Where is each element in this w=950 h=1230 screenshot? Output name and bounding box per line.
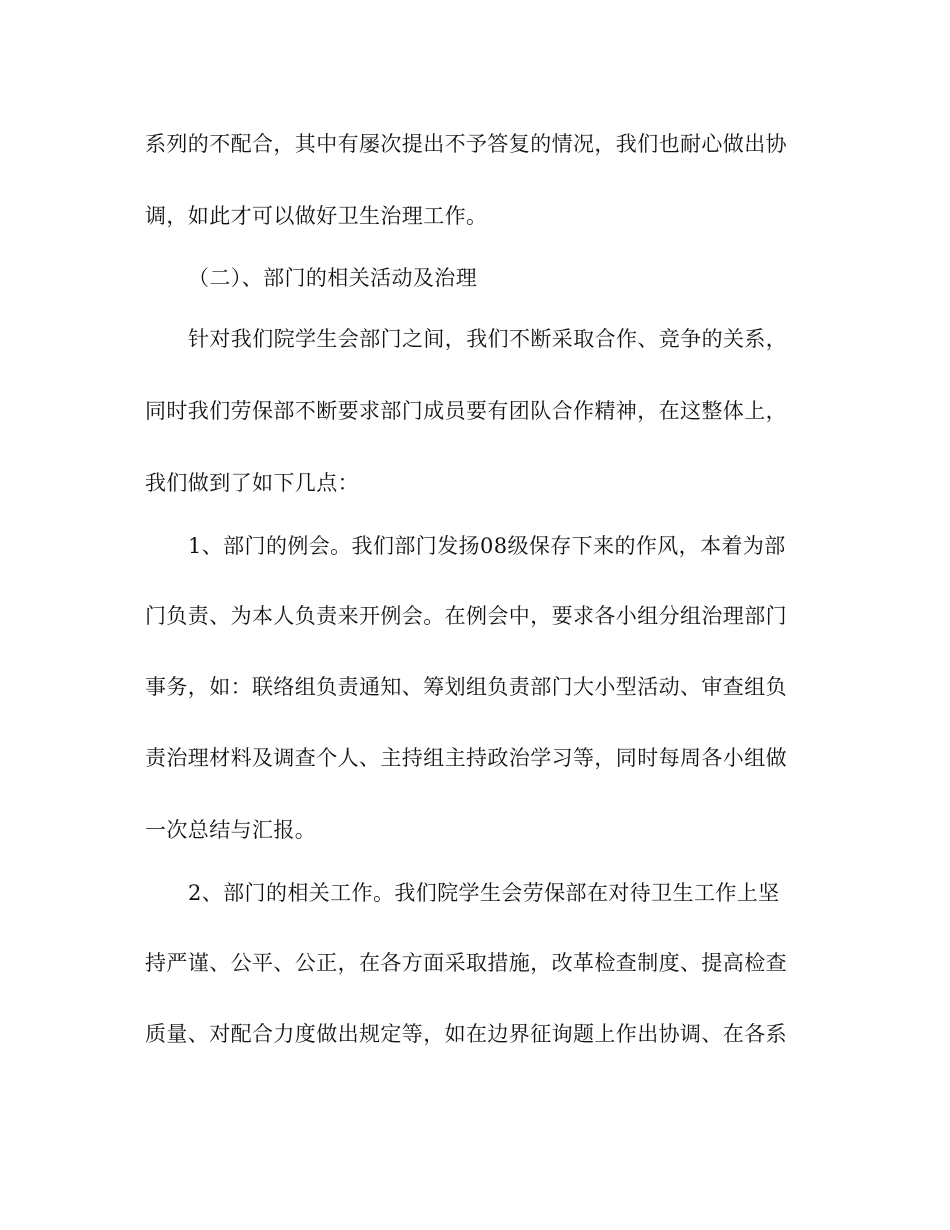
paragraph-line: 针对我们院学生会部门之间，我们不断采取合作、竞争的关系， <box>188 327 788 351</box>
paragraph-line: 1、部门的例会。我们部门发扬08级保存下来的作风，本着为部 <box>188 534 786 558</box>
paragraph-line: 同时我们劳保部不断要求部门成员要有团队合作精神，在这整体上， <box>145 399 787 423</box>
paragraph-line: 持严谨、公平、公正，在各方面采取措施，改革检查制度、提高检查 <box>145 951 787 975</box>
paragraph-line: 事务，如：联络组负责通知、筹划组负责部门大小型活动、审查组负 <box>145 675 787 699</box>
paragraph-line: 一次总结与汇报。 <box>145 818 317 842</box>
paragraph-line: 系列的不配合，其中有屡次提出不予答复的情况，我们也耐心做出协 <box>145 132 787 156</box>
paragraph-line: 责治理材料及调查个人、主持组主持政治学习等，同时每周各小组做 <box>145 746 787 770</box>
paragraph-line: 调，如此才可以做好卫生治理工作。 <box>145 204 488 228</box>
paragraph-line: 门负责、为本人负责来开例会。在例会中，要求各小组分组治理部门 <box>145 604 787 628</box>
paragraph-line: 质量、对配合力度做出规定等，如在边界征询题上作出协调、在各系 <box>145 1022 787 1046</box>
paragraph-line: 我们做到了如下几点： <box>145 471 359 495</box>
section-heading: （二）、部门的相关活动及治理 <box>188 266 478 290</box>
paragraph-line: 2、部门的相关工作。我们院学生会劳保部在对待卫生工作上坚 <box>188 881 780 905</box>
